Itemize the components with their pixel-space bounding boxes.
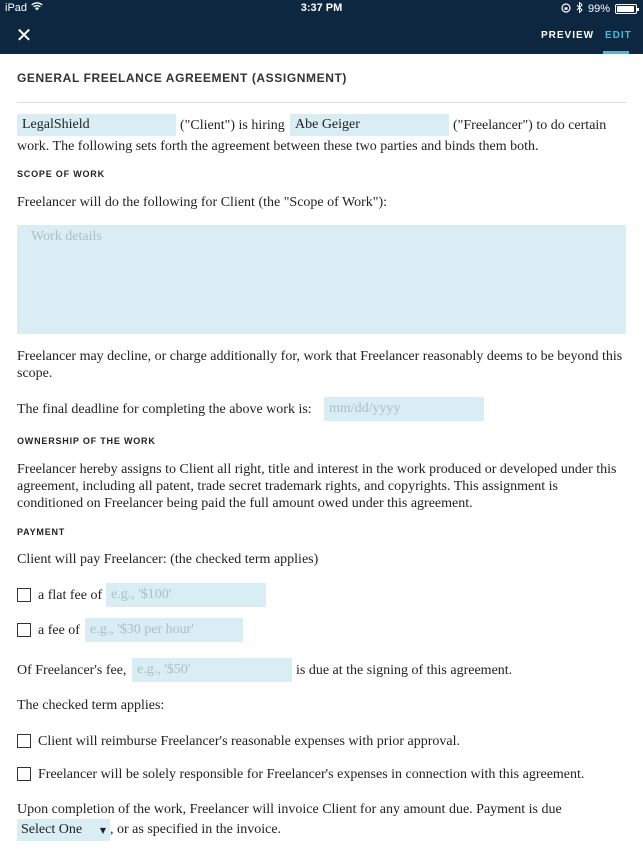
scope-decline-text: Freelancer may decline, or charge additionally for, work that Freelancer reasonably deems to be beyond this scope. xyxy=(17,349,623,381)
clock: 3:37 PM xyxy=(300,2,343,14)
battery-icon xyxy=(615,4,637,14)
checked-term-text: The checked term applies: xyxy=(17,698,165,713)
hourly-fee-checkbox[interactable] xyxy=(17,623,31,637)
rotation-lock-icon xyxy=(561,3,571,16)
nav-bar xyxy=(0,17,643,54)
payment-due-select[interactable] xyxy=(17,819,110,841)
status-bar xyxy=(0,0,643,17)
bluetooth-icon xyxy=(576,2,583,16)
payment-due-value: Select One xyxy=(21,822,83,837)
ownership-heading: OWNERSHIP OF THE WORK xyxy=(17,436,156,446)
flat-fee-checkbox[interactable] xyxy=(17,588,31,602)
active-tab-indicator xyxy=(603,51,629,54)
intro-line-2: work. The following sets forth the agreement between these two parties and binds them both. xyxy=(17,139,539,154)
tab-edit[interactable]: EDIT xyxy=(605,30,632,41)
deposit-prefix: Of Freelancer's fee, xyxy=(17,663,127,678)
flat-fee-label: a flat fee of xyxy=(38,588,103,603)
invoice-suffix: , or as specified in the invoice. xyxy=(110,822,282,837)
device-label: iPad xyxy=(5,2,28,14)
chevron-down-icon: ▼ xyxy=(99,825,106,835)
close-icon[interactable]: ✕ xyxy=(15,23,33,47)
hourly-fee-input[interactable] xyxy=(85,618,243,642)
responsible-checkbox[interactable] xyxy=(17,767,31,781)
deposit-suffix: is due at the signing of this agreement. xyxy=(296,663,513,678)
tab-preview[interactable]: PREVIEW xyxy=(541,30,595,41)
hourly-fee-label: a fee of xyxy=(38,623,80,638)
invoice-text: Upon completion of the work, Freelancer will invoice Client for any amount due. Payment is due xyxy=(17,802,562,817)
responsible-label: Freelancer will be solely responsible for Freelancer's expenses in connection with this agreement. xyxy=(38,767,585,782)
divider xyxy=(17,102,626,103)
work-details-textarea[interactable] xyxy=(17,225,626,334)
deadline-date-input[interactable] xyxy=(324,397,484,421)
flat-fee-input[interactable] xyxy=(106,583,266,607)
client-suffix-text: ("Client") is hiring xyxy=(180,118,285,133)
scope-lead: Freelancer will do the following for Client (the "Scope of Work"): xyxy=(17,195,388,210)
payment-lead: Client will pay Freelancer: (the checked term applies) xyxy=(17,552,319,567)
deadline-label: The final deadline for completing the above work is: xyxy=(17,402,312,417)
reimburse-label: Client will reimburse Freelancer's reasonable expenses with prior approval. xyxy=(38,734,460,749)
scope-heading: SCOPE OF WORK xyxy=(17,169,105,179)
battery-percent: 99% xyxy=(587,3,610,15)
payment-heading: PAYMENT xyxy=(17,527,66,537)
reimburse-checkbox[interactable] xyxy=(17,734,31,748)
client-name-input[interactable] xyxy=(17,114,176,136)
freelancer-suffix-text: ("Freelancer") to do certain xyxy=(453,118,607,133)
deposit-input[interactable] xyxy=(132,658,292,682)
page-title: GENERAL FREELANCE AGREEMENT (ASSIGNMENT) xyxy=(17,71,348,85)
freelancer-name-input[interactable] xyxy=(290,114,449,136)
ownership-text: Freelancer hereby assigns to Client all right, title and interest in the work produced or developed under this agreement, including all patent, trade secret trademark rights, and copyrights. This assignment is conditioned on Freelancer being paid the full amount owed under this agreement. xyxy=(17,462,617,511)
